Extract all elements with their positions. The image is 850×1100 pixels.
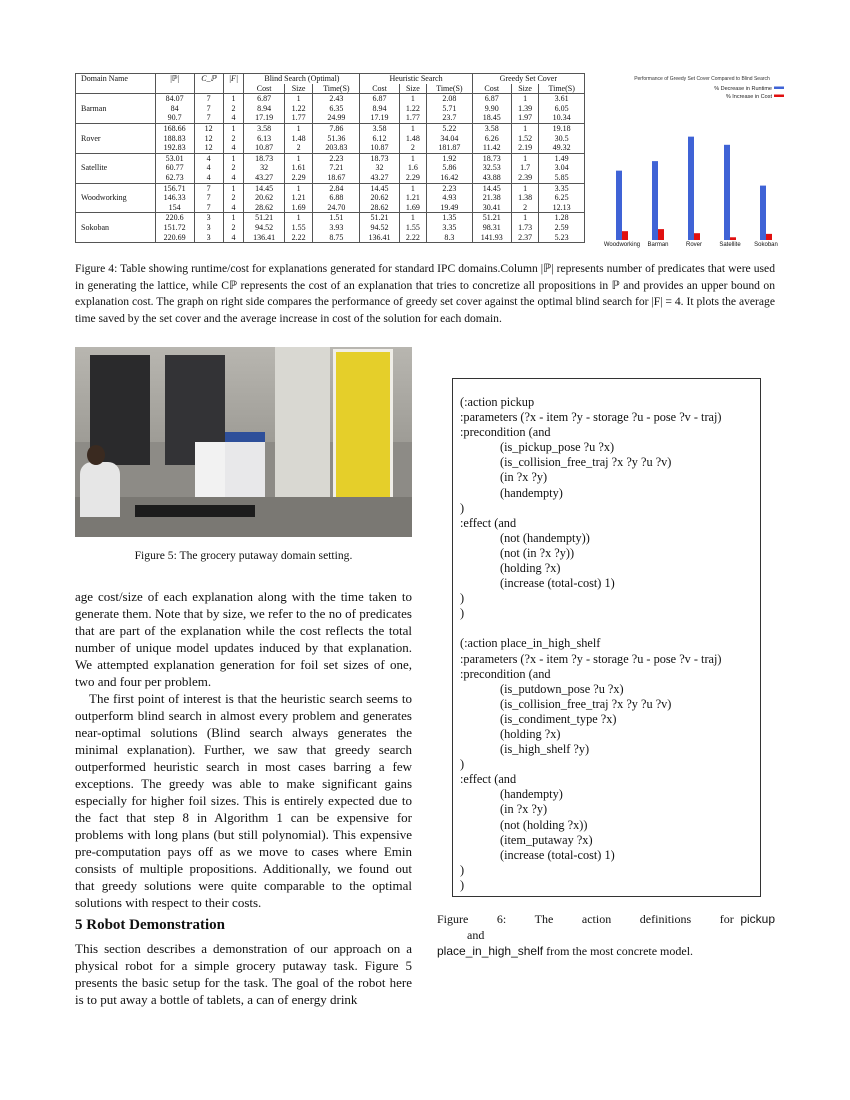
subheader: Cost xyxy=(472,84,511,94)
domain-name: Sokoban xyxy=(76,213,156,243)
code-line: (holding ?x) xyxy=(500,561,561,576)
table-cell: 1.22 xyxy=(399,104,427,114)
table-cell: 94.52 xyxy=(244,223,285,233)
table-cell: 1.6 xyxy=(399,163,427,173)
table-cell: 5.22 xyxy=(427,123,473,133)
code-line: (handempty) xyxy=(500,485,563,500)
bar-sokoban-cost xyxy=(766,234,772,240)
code-line: (:action pickup xyxy=(460,395,535,409)
table-cell: 32.53 xyxy=(472,163,511,173)
table-cell: 2.23 xyxy=(313,153,360,163)
table-cell: 18.73 xyxy=(244,153,285,163)
code-line: (is_collision_free_traj ?x ?y ?u ?v) xyxy=(500,455,672,470)
table-cell: 1 xyxy=(284,213,313,223)
header-heuristic: Heuristic Search xyxy=(360,74,472,84)
table-cell: 2 xyxy=(284,143,313,153)
table-row xyxy=(76,123,585,133)
table-cell: 1.69 xyxy=(284,203,313,213)
table-cell: 12 xyxy=(194,143,223,153)
action-name-pickup: pickup xyxy=(740,912,775,926)
table-cell: 28.62 xyxy=(244,203,285,213)
table-cell: 1.35 xyxy=(427,213,473,223)
table-cell: 18.45 xyxy=(472,113,511,123)
table-cell: 2.43 xyxy=(313,94,360,104)
table-cell: 136.41 xyxy=(244,233,285,243)
table-cell: 1.28 xyxy=(539,213,585,223)
table-cell: 8.94 xyxy=(244,104,285,114)
caption-text: from the most concrete model. xyxy=(546,944,694,958)
table-cell: 2.23 xyxy=(427,183,473,193)
table-cell: 24.70 xyxy=(313,203,360,213)
table-cell: 6.35 xyxy=(313,104,360,114)
table-cell: 6.13 xyxy=(244,134,285,144)
table-cell: 3.61 xyxy=(539,94,585,104)
table-cell: 1.73 xyxy=(511,223,539,233)
robot-setting-photo xyxy=(75,347,412,537)
table-cell: 43.27 xyxy=(360,173,399,183)
table-cell: 1.77 xyxy=(284,113,313,123)
table-cell: 43.27 xyxy=(244,173,285,183)
table-cell: 1.21 xyxy=(399,193,427,203)
table-cell: 156.71 xyxy=(155,183,194,193)
table-cell: 53.01 xyxy=(155,153,194,163)
code-line: (increase (total-cost) 1) xyxy=(500,576,615,591)
x-tick-label: Sokoban xyxy=(754,242,778,248)
table-cell: 1.39 xyxy=(511,104,539,114)
table-cell: 136.41 xyxy=(360,233,399,243)
table-cell: 4 xyxy=(223,203,244,213)
table-cell: 8.75 xyxy=(313,233,360,243)
code-line: :precondition (and xyxy=(460,425,551,440)
code-line: (in ?x ?y) xyxy=(500,470,548,485)
table-cell: 146.33 xyxy=(155,193,194,203)
domain-name: Satellite xyxy=(76,153,156,183)
table-cell: 1.77 xyxy=(399,113,427,123)
subheader: Size xyxy=(284,84,313,94)
table-row xyxy=(76,213,585,223)
code-line: (is_collision_free_traj ?x ?y ?u ?v) xyxy=(500,696,672,711)
table-cell: 8.3 xyxy=(427,233,473,243)
code-line: (:action place_in_high_shelf xyxy=(460,636,601,651)
table-cell: 10.87 xyxy=(360,143,399,153)
table-cell: 1 xyxy=(511,213,539,223)
table-cell: 10.87 xyxy=(244,143,285,153)
table-cell: 14.45 xyxy=(360,183,399,193)
legend-label: % Increase in Cost xyxy=(725,94,772,100)
table-cell: 1 xyxy=(399,183,427,193)
figure-5-caption: Figure 5: The grocery putaway domain setting. xyxy=(134,549,353,562)
table-cell: 1 xyxy=(399,213,427,223)
code-line: :effect (and xyxy=(460,515,517,530)
table-cell: 62.73 xyxy=(155,173,194,183)
bar-barman-runtime xyxy=(652,161,658,240)
table-cell: 14.45 xyxy=(472,183,511,193)
table-cell: 1 xyxy=(223,123,244,133)
table-cell: 12 xyxy=(194,134,223,144)
bar-woodworking-cost xyxy=(622,231,628,240)
table-cell: 34.04 xyxy=(427,134,473,144)
table-cell: 51.21 xyxy=(244,213,285,223)
table-cell: 2.22 xyxy=(284,233,313,243)
table-cell: 21.38 xyxy=(472,193,511,203)
domain-name: Barman xyxy=(76,94,156,124)
table-cell: 10.34 xyxy=(539,113,585,123)
table-cell: 1.52 xyxy=(511,134,539,144)
code-line: :precondition (and xyxy=(460,666,551,681)
table-cell: 2.29 xyxy=(284,173,313,183)
table-cell: 20.62 xyxy=(360,193,399,203)
table-cell: 2.29 xyxy=(399,173,427,183)
code-line: (handempty) xyxy=(500,787,563,802)
code-line: (is_pickup_pose ?u ?x) xyxy=(500,440,615,455)
table-cell: 51.36 xyxy=(313,134,360,144)
x-tick-label: Woodworking xyxy=(603,242,641,248)
table-cell: 19.49 xyxy=(427,203,473,213)
code-line: (not (handempty)) xyxy=(500,530,590,545)
bar-sokoban-runtime xyxy=(760,186,766,240)
table-cell: 188.83 xyxy=(155,134,194,144)
table-row xyxy=(76,153,585,163)
bar-rover-cost xyxy=(694,233,700,240)
code-line: :effect (and xyxy=(460,772,517,787)
table-cell: 32 xyxy=(360,163,399,173)
code-line: :parameters (?x - item ?y - storage ?u - pose ?v - traj) xyxy=(460,651,722,666)
table-cell: 1 xyxy=(399,153,427,163)
table-cell: 17.19 xyxy=(360,113,399,123)
figure-6-caption xyxy=(437,911,775,959)
table-cell: 32 xyxy=(244,163,285,173)
results-table xyxy=(75,73,585,243)
table-cell: 1.38 xyxy=(511,193,539,203)
table-cell: 192.83 xyxy=(155,143,194,153)
table-cell: 1 xyxy=(284,153,313,163)
header-blind: Blind Search (Optimal) xyxy=(244,74,360,84)
table-cell: 9.90 xyxy=(472,104,511,114)
code-line: ) xyxy=(460,500,465,515)
code-line: (not (holding ?x)) xyxy=(500,817,588,832)
table-cell: 1.7 xyxy=(511,163,539,173)
table-cell: 49.32 xyxy=(539,143,585,153)
bar-satellite-cost xyxy=(730,237,736,240)
table-cell: 7 xyxy=(194,113,223,123)
table-cell: 6.87 xyxy=(244,94,285,104)
code-line: (holding ?x) xyxy=(500,726,561,741)
table-cell: 8.94 xyxy=(360,104,399,114)
table-cell: 1 xyxy=(223,183,244,193)
code-line: (increase (total-cost) 1) xyxy=(500,847,615,862)
pddl-action-definitions xyxy=(452,378,761,897)
table-cell: 2.37 xyxy=(511,233,539,243)
table-cell: 220.6 xyxy=(155,213,194,223)
table-cell: 18.73 xyxy=(472,153,511,163)
table-cell: 5.23 xyxy=(539,233,585,243)
code-line: (is_condiment_type ?x) xyxy=(500,711,617,726)
code-line: (in ?x ?y) xyxy=(500,802,548,817)
table-cell: 7 xyxy=(194,193,223,203)
table-cell: 84.07 xyxy=(155,94,194,104)
table-cell: 23.7 xyxy=(427,113,473,123)
x-tick-label: Barman xyxy=(647,242,669,248)
table-cell: 7.86 xyxy=(313,123,360,133)
table-cell: 98.31 xyxy=(472,223,511,233)
table-cell: 3.35 xyxy=(427,223,473,233)
table-cell: 151.72 xyxy=(155,223,194,233)
table-cell: 168.66 xyxy=(155,123,194,133)
table-cell: 17.19 xyxy=(244,113,285,123)
table-cell: 1.55 xyxy=(399,223,427,233)
table-cell: 1.97 xyxy=(511,113,539,123)
table-cell: 2 xyxy=(399,143,427,153)
table-cell: 2.84 xyxy=(313,183,360,193)
table-cell: 1 xyxy=(511,183,539,193)
table-cell: 14.45 xyxy=(244,183,285,193)
code-line xyxy=(460,621,760,636)
table-cell: 3 xyxy=(194,233,223,243)
table-cell: 2.39 xyxy=(511,173,539,183)
legend-label: % Decrease in Runtime xyxy=(714,86,772,92)
table-cell: 43.88 xyxy=(472,173,511,183)
caption-text: Figure 6: The action definitions for xyxy=(437,912,734,926)
table-cell: 1 xyxy=(399,123,427,133)
table-cell: 28.62 xyxy=(360,203,399,213)
table-cell: 4.93 xyxy=(427,193,473,203)
table-cell: 16.42 xyxy=(427,173,473,183)
code-line: ) xyxy=(460,862,465,877)
comparison-bar-chart xyxy=(592,74,792,249)
table-cell: 12 xyxy=(194,123,223,133)
table-cell: 3.35 xyxy=(539,183,585,193)
subheader: Size xyxy=(511,84,539,94)
subheader: Cost xyxy=(244,84,285,94)
code-line: ) xyxy=(460,877,465,892)
table-cell: 5.86 xyxy=(427,163,473,173)
table-cell: 1 xyxy=(511,94,539,104)
legend-swatch xyxy=(774,95,784,98)
subheader: Cost xyxy=(360,84,399,94)
table-cell: 19.18 xyxy=(539,123,585,133)
code-line: (not (in ?x ?y)) xyxy=(500,545,575,560)
header-domain: Domain Name xyxy=(76,74,156,94)
table-cell: 181.87 xyxy=(427,143,473,153)
table-cell: 2.08 xyxy=(427,94,473,104)
table-cell: 4 xyxy=(223,173,244,183)
table-cell: 2.22 xyxy=(399,233,427,243)
bar-woodworking-runtime xyxy=(616,171,622,240)
table-cell: 2 xyxy=(511,203,539,213)
table-cell: 2 xyxy=(223,193,244,203)
table-cell: 4 xyxy=(194,153,223,163)
paragraph-analysis: The first point of interest is that the heuristic search seems to outperform blind search in almost every problem and generates near-optimal solutions (Blind search always generates the minimal explanation). Further, we saw that greedy search outperformed heuristic search in most cases barring a few exceptions. The greedy was able to make significant gains especially for higher foil sizes. This is entirely expected due to the fact that step 8 in Algorithm 1 can be expensive for problems with long plans (but still polynomial). This expensive pre-computation pays off as we move to cases where Emin consists of multiple propositions. Additionally, we found out that greedy solutions were quite comparable to the optimal solutions with respect to their costs. xyxy=(75,691,412,910)
table-cell: 7 xyxy=(194,203,223,213)
table-cell: 6.05 xyxy=(539,104,585,114)
x-tick-label: Rover xyxy=(685,242,703,248)
subheader: Time(S) xyxy=(427,84,473,94)
table-cell: 3.58 xyxy=(244,123,285,133)
table-cell: 4 xyxy=(223,233,244,243)
code-line: (is_high_shelf ?y) xyxy=(500,742,590,757)
table-cell: 84 xyxy=(155,104,194,114)
table-cell: 5.85 xyxy=(539,173,585,183)
table-cell: 1.69 xyxy=(399,203,427,213)
table-cell: 20.62 xyxy=(244,193,285,203)
table-cell: 2 xyxy=(223,163,244,173)
table-cell: 3.58 xyxy=(360,123,399,133)
table-cell: 51.21 xyxy=(472,213,511,223)
table-cell: 6.25 xyxy=(539,193,585,203)
header-predicates: |ℙ| xyxy=(155,74,194,94)
table-cell: 154 xyxy=(155,203,194,213)
section-heading: 5 Robot Demonstration xyxy=(75,917,225,933)
table-cell: 1.61 xyxy=(284,163,313,173)
table-cell: 4 xyxy=(194,163,223,173)
table-cell: 6.88 xyxy=(313,193,360,203)
table-cell: 7.21 xyxy=(313,163,360,173)
subheader: Time(S) xyxy=(539,84,585,94)
paragraph-results: age cost/size of each explanation along with the time taken to generate them. Note that by size, we refer to the no of predicates that are part of the explanation while the cost reflects the total number of unique model updates induced by that explanation. We attempted explanation generation for foil set sizes of one, two and four per problem. xyxy=(75,589,412,689)
header-foil-size: |F| xyxy=(223,74,244,94)
table-cell: 3 xyxy=(194,213,223,223)
domain-name: Rover xyxy=(76,123,156,153)
chart-title: Performance of Greedy Set Cover Compared to Blind Search xyxy=(634,76,770,82)
table-cell: 11.42 xyxy=(472,143,511,153)
table-cell: 2 xyxy=(223,223,244,233)
x-tick-label: Satellite xyxy=(719,242,741,248)
table-cell: 3.93 xyxy=(313,223,360,233)
bar-barman-cost xyxy=(658,229,664,240)
header-greedy: Greedy Set Cover xyxy=(472,74,584,84)
bar-satellite-runtime xyxy=(724,145,730,240)
table-cell: 30.5 xyxy=(539,134,585,144)
table-cell: 220.69 xyxy=(155,233,194,243)
code-line: :parameters (?x - item ?y - storage ?u - pose ?v - traj) xyxy=(460,410,722,425)
table-cell: 6.87 xyxy=(472,94,511,104)
table-cell: 90.7 xyxy=(155,113,194,123)
table-row xyxy=(76,94,585,104)
table-cell: 1 xyxy=(511,153,539,163)
table-cell: 1 xyxy=(284,123,313,133)
left-text-column xyxy=(75,588,412,1008)
table-cell: 7 xyxy=(194,94,223,104)
table-cell: 2 xyxy=(223,104,244,114)
table-cell: 1 xyxy=(223,94,244,104)
table-cell: 1 xyxy=(284,183,313,193)
domain-name: Woodworking xyxy=(76,183,156,213)
table-cell: 2 xyxy=(223,134,244,144)
table-cell: 6.87 xyxy=(360,94,399,104)
code-line: (item_putaway ?x) xyxy=(500,832,593,847)
table-cell: 1.49 xyxy=(539,153,585,163)
code-line: ) xyxy=(460,757,465,772)
table-cell: 1.48 xyxy=(284,134,313,144)
table-cell: 1 xyxy=(223,153,244,163)
caption-text: and xyxy=(467,928,485,942)
table-cell: 1.22 xyxy=(284,104,313,114)
table-cell: 94.52 xyxy=(360,223,399,233)
subheader: Size xyxy=(399,84,427,94)
table-cell: 2.19 xyxy=(511,143,539,153)
table-cell: 3.58 xyxy=(472,123,511,133)
table-cell: 60.77 xyxy=(155,163,194,173)
table-cell: 203.83 xyxy=(313,143,360,153)
table-cell: 18.73 xyxy=(360,153,399,163)
code-line: ) xyxy=(460,606,465,621)
subheader: Time(S) xyxy=(313,84,360,94)
table-cell: 5.71 xyxy=(427,104,473,114)
table-cell: 1.55 xyxy=(284,223,313,233)
table-cell: 1.92 xyxy=(427,153,473,163)
action-name-place: place_in_high_shelf xyxy=(437,944,544,958)
table-cell: 7 xyxy=(194,183,223,193)
table-cell: 18.67 xyxy=(313,173,360,183)
table-cell: 1 xyxy=(399,94,427,104)
bar-rover-runtime xyxy=(688,137,694,240)
table-cell: 6.12 xyxy=(360,134,399,144)
table-cell: 3.04 xyxy=(539,163,585,173)
table-cell: 4 xyxy=(223,143,244,153)
table-cell: 3 xyxy=(194,223,223,233)
code-line: (is_putdown_pose ?u ?x) xyxy=(500,681,624,696)
paragraph-robot-demo: This section describes a demonstration of our approach on a physical robot for a simple grocery putaway task. Figure 5 presents the basic setup for the task. The goal of the robot here is to put away a bottle of tablets, a can of energy drink xyxy=(75,941,412,1007)
table-cell: 1.48 xyxy=(399,134,427,144)
table-cell: 1 xyxy=(223,213,244,223)
table-cell: 4 xyxy=(194,173,223,183)
table-cell: 6.26 xyxy=(472,134,511,144)
table-cell: 1 xyxy=(511,123,539,133)
table-cell: 24.99 xyxy=(313,113,360,123)
legend-swatch xyxy=(774,87,784,90)
table-cell: 4 xyxy=(223,113,244,123)
table-cell: 12.13 xyxy=(539,203,585,213)
table-cell: 141.93 xyxy=(472,233,511,243)
figure-4-caption: Figure 4: Table showing runtime/cost for explanations generated for standard IPC domains.Column |ℙ| represents number of predicates that were used in generating the lattice, while Cℙ represents the cost of an explanation that tries to concretize all propositions in ℙ and provides an upper bound on explanation cost. The graph on right side compares the performance of greedy set cover against the optimal blind search for |F| = 4. It plots the average time saved by the set cover and the average increase in cost of the solution for each domain. xyxy=(75,262,775,325)
table-cell: 1 xyxy=(284,94,313,104)
table-cell: 7 xyxy=(194,104,223,114)
table-cell: 30.41 xyxy=(472,203,511,213)
header-cost-p: C_ℙ xyxy=(194,74,223,94)
table-cell: 1.51 xyxy=(313,213,360,223)
table-cell: 51.21 xyxy=(360,213,399,223)
table-cell: 2.59 xyxy=(539,223,585,233)
table-row xyxy=(76,183,585,193)
table-cell: 1.21 xyxy=(284,193,313,203)
code-line: ) xyxy=(460,591,465,606)
